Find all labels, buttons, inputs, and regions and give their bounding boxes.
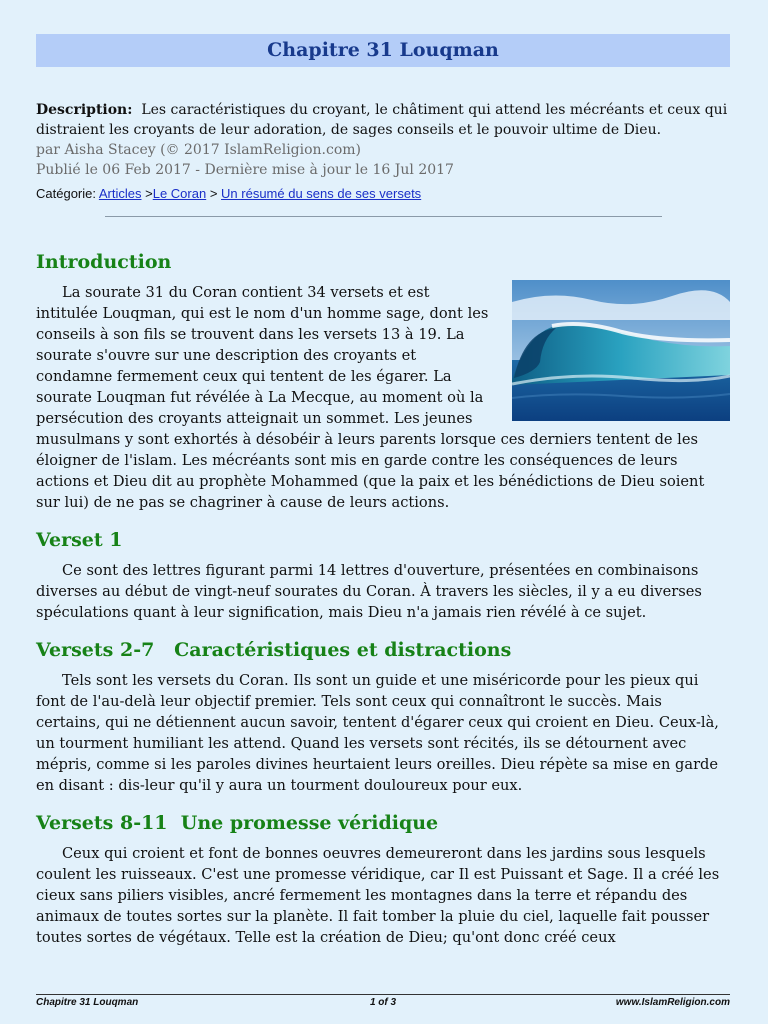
page-title: Chapitre 31 Louqman: [36, 34, 730, 67]
section-heading-versets-8-11: Versets 8-11 Une promesse véridique: [36, 812, 439, 834]
divider: [105, 216, 662, 217]
category-breadcrumb: [36, 185, 736, 203]
description-text: Les caractéristiques du croyant, le châtiment qui attend les mécréants et ceux qui distraient les croyants de leur adoration, de sages conseils et le pouvoir ultime de Dieu.: [36, 102, 728, 138]
section-paragraph: Ce sont des lettres figurant parmi 14 lettres d'ouverture, présentées en combinaisons diverses au début de vingt-neuf sourates du Coran. À travers les siècles, il y a eu diverses spéculations quant à leur signification, mais Dieu n'a jamais rien révélé à ce sujet.: [36, 562, 702, 621]
description-label: Description:: [36, 102, 133, 118]
breadcrumb-link-articles[interactable]: Articles: [98, 186, 142, 201]
section-heading-introduction: Introduction: [36, 251, 172, 273]
page-footer: [36, 994, 730, 1008]
section-paragraph: La sourate 31 du Coran contient 34 versets et est intitulée Louqman, qui est le nom d'un homme sage, dont les conseils à son fils se trouvent dans les versets 13 à 19. La sourate s'ouvre sur une description des croyants et condamne fermement ceux qui tentent de les égarer. La sourate Louqman fut révélée à La Mecque, au moment où la persécution des croyants atteignait un sommet. Les jeunes musulmans y sont exhortés à désobéir à leurs parents lorsque ces derniers tentent de les éloigner de l'islam. Les mécréants sont mis en garde contre les conséquences de leurs actions et Dieu dit au prophète Mohammed (que la paix et les bénédictions de Dieu soient sur lui) de ne pas se chagriner à cause de leurs actions.: [36, 284, 705, 511]
section-heading-verset-1: Verset 1: [36, 529, 123, 551]
ocean-wave-image: [512, 280, 730, 421]
published-line: Publié le 06 Feb 2017 - Dernière mise à jour le 16 Jul 2017: [36, 162, 454, 178]
section-paragraph: Ceux qui croient et font de bonnes oeuvres demeureront dans les jardins sous lesquels coulent les ruisseaux. C'est une promesse véridique, car Il est Puissant et Sage. Il a créé les cieux sans piliers visibles, ancré fermement les montagnes dans la terre et répandu des animaux de toutes sortes sur la planète. Il fait tomber la pluie du ciel, laquelle fait pousser toutes sortes de végétaux. Telle est la création de Dieu; qu'ont donc créé ceux: [36, 845, 720, 946]
breadcrumb-separator: >: [141, 186, 153, 201]
footer-site: www.IslamReligion.com: [615, 997, 730, 1008]
article-body: [36, 248, 730, 948]
footer-title: Chapitre 31 Louqman: [36, 997, 139, 1008]
section-paragraph: Tels sont les versets du Coran. Ils sont un guide et une miséricorde pour les pieux qui font de l'au-delà leur objectif premier. Tels sont ceux qui connaîtront le succès. Mais certains, qui ne détiennent aucun savoir, tentent d'égarer ceux qui croient en Dieu. Ceux-là, un tourment humiliant les attend. Quand les versets sont récités, ils se détournent avec mépris, comme si les paroles divines heurtaient leurs oreilles. Dieu répète sa mise en garde en disant : dis-leur qu'il y aura un tourment douloureux pour eux.: [36, 672, 719, 794]
breadcrumb-separator: >: [206, 186, 222, 201]
section-heading-versets-2-7: Versets 2-7 Caractéristiques et distractions: [36, 639, 512, 661]
author-line: par Aisha Stacey (© 2017 IslamReligion.com): [36, 142, 362, 158]
description: [36, 100, 736, 140]
category-label: Catégorie:: [36, 186, 99, 201]
footer-page-number: 1 of 3: [369, 997, 397, 1008]
breadcrumb-link-resume[interactable]: Un résumé du sens de ses versets: [221, 186, 422, 201]
breadcrumb-link-coran[interactable]: Le Coran: [152, 186, 207, 201]
